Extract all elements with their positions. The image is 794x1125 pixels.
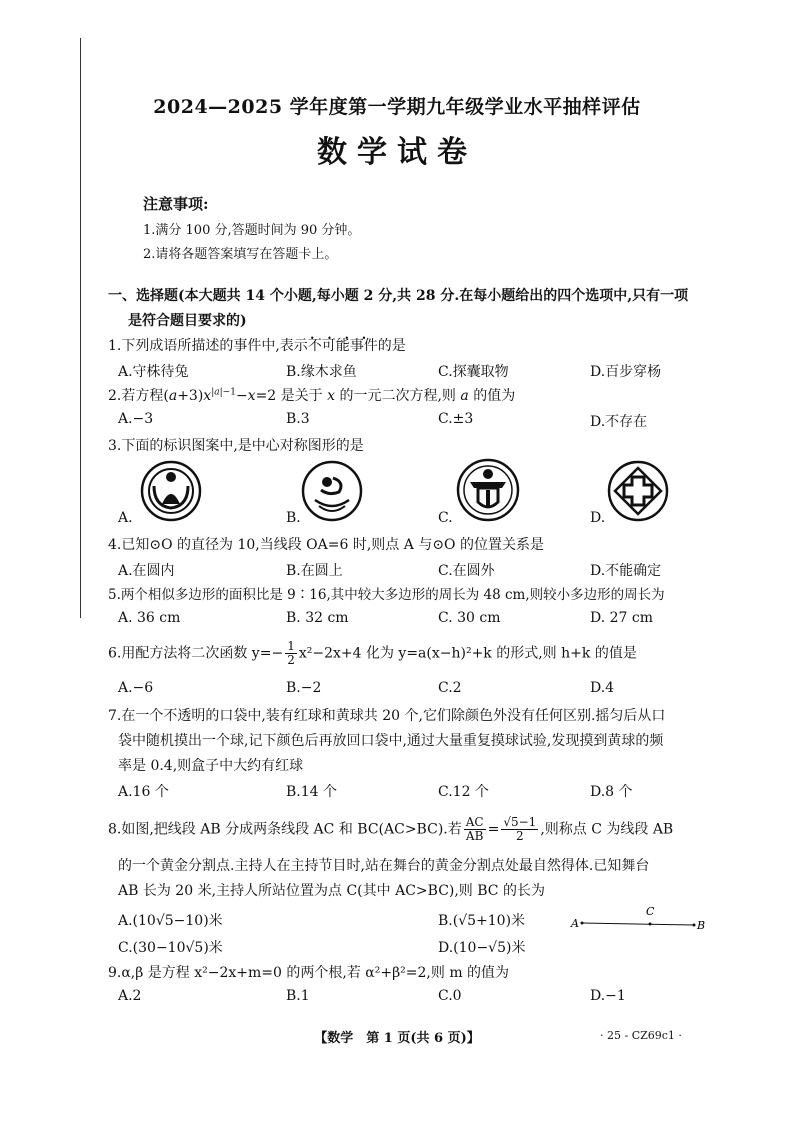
q9-option-b: B.1 (286, 988, 310, 1004)
q6-option-c: C.2 (438, 680, 462, 696)
q8-option-a: A.(10√5−10)米 (118, 913, 223, 929)
q5-option-c: C. 30 cm (438, 610, 501, 626)
symbol-b-baby-hands-icon (301, 460, 363, 522)
fraction-ac-ab: $\frac{AC}{AB}$ (465, 815, 484, 843)
section-heading-cont: 是符合题目要求的) (128, 313, 247, 329)
q8-option-b: B.(√5+10)米 (438, 913, 526, 929)
q8-option-d: D.(10−√5)米 (438, 940, 526, 956)
q4-option-d: D.不能确定 (590, 563, 662, 579)
question-5-stem: 5.两个相似多边形的面积比是 9∶16,其中较大多边形的周长为 48 cm,则较小多边形的周长为 (108, 587, 665, 603)
note-item: 1.满分 100 分,答题时间为 90 分钟。 (143, 223, 361, 238)
q5-option-d: D. 27 cm (590, 610, 654, 626)
q7-option-b: B.14 个 (286, 784, 338, 800)
q9-option-a: A.2 (118, 988, 142, 1004)
q2-option-b: B.3 (286, 411, 310, 427)
q9-option-c: C.0 (438, 988, 462, 1004)
emphasis-text: 不可能 • • • • (308, 336, 350, 356)
exam-title: 2024—2025 学年度第一学期九年级学业水平抽样评估 (153, 96, 641, 118)
q4-option-a: A.在圆内 (118, 563, 175, 579)
question-8-line: AB 长为 20 米,主持人所站位置为点 C(其中 AC>BC),则 BC 的长为 (118, 883, 545, 899)
question-6-stem: 6.用配方法将二次函数 y=− $\frac{1}{2}$ x²−2x+4 化为 y=a(x−h)²+k 的形式,则 h+k 的值是 (108, 639, 637, 667)
question-3-stem: 3.下面的标识图案中,是中心对称图形的是 (108, 438, 364, 454)
symbol-c-shield-icon (456, 458, 520, 522)
point-c-label: C (646, 905, 655, 918)
q2-option-d: D.不存在 (590, 414, 648, 430)
q7-option-c: C.12 个 (438, 784, 489, 800)
fraction: $\frac{1}{2}$ (287, 639, 295, 667)
q3-option-c: C. (438, 510, 453, 526)
q5-option-b: B. 32 cm (286, 610, 349, 626)
question-4-stem: 4.已知⊙O 的直径为 10,当线段 OA=6 时,则点 A 与⊙O 的位置关系是 (108, 537, 544, 553)
question-2-stem: 2.若方程$(a+3)x^{|a|-1}-x=2$ 是关于 x 的一元二次方程,则 a 的值为 (108, 387, 516, 404)
q7-option-a: A.16 个 (118, 784, 169, 800)
question-1-stem: 1.下列成语所描述的事件中,表示不可能 • • • •事件的是 (108, 336, 406, 356)
q6-option-d: D.4 (590, 680, 615, 696)
notes-title: 注意事项: (143, 195, 209, 213)
q2-option-a: A.−3 (118, 411, 154, 427)
subject-title: 数学试卷 (317, 135, 477, 170)
q3-option-a: A. (118, 510, 133, 526)
q3-option-b: B. (286, 510, 301, 526)
segment-ab-figure (568, 903, 708, 935)
q3-option-d: D. (590, 510, 606, 526)
question-7-line: 袋中随机摸出一个球,记下颜色后再放回口袋中,通过大量重复摸球试验,发现摸到黄球的频 (118, 733, 664, 749)
q7-option-d: D.8 个 (590, 784, 633, 800)
q5-option-a: A. 36 cm (118, 610, 181, 626)
q6-option-b: B.−2 (286, 680, 322, 696)
fraction-golden: $\frac{√5-1}{2}$ (503, 815, 537, 843)
q4-option-c: C.在圆外 (438, 563, 495, 579)
point-b-label: B (697, 919, 706, 932)
question-9-stem: 9.α,β 是方程 x²−2x+m=0 的两个根,若 α²+β²=2,则 m 的值为 (108, 965, 510, 981)
q8-option-c: C.(30−10√5)米 (118, 940, 223, 956)
q1-option-b: B.缘木求鱼 (286, 364, 357, 380)
question-7-line: 7.在一个不透明的口袋中,装有红球和黄球共 20 个,它们除颜色外没有任何区别.摇匀后从口 (108, 708, 666, 724)
paper-code: · 25 - CZ69c1 · (600, 1029, 682, 1042)
symbol-a-family-icon (140, 460, 202, 522)
note-item: 2.请将各题答案填写在答题卡上。 (143, 247, 338, 262)
q1-option-c: C.探囊取物 (438, 364, 509, 380)
q6-option-a: A.−6 (118, 680, 154, 696)
binding-margin-line (80, 38, 81, 618)
question-8-stem: 8.如图,把线段 AB 分成两条线段 AC 和 BC(AC>BC).若 $\frac{AC}{AB}$ = $\frac{√5-1}{2}$ ,则称点 C 为线段 AB (108, 815, 674, 843)
section-heading: 一、选择题(本大题共 14 个小题,每小题 2 分,共 28 分.在每小题给出的四个选项中,只有一项 (108, 288, 689, 304)
question-7-line: 率是 0.4,则盒子中大约有红球 (118, 758, 304, 774)
point-a-label: A (571, 917, 579, 930)
question-8-line: 的一个黄金分割点.主持人在主持节目时,站在舞台的黄金分割点处最自然得体.已知舞台 (118, 858, 650, 874)
page-footer: 【数学 第 1 页(共 6 页)】 (314, 1031, 480, 1046)
q1-option-a: A.守株待兔 (118, 364, 189, 380)
symbol-d-cross-icon (607, 460, 669, 522)
q4-option-b: B.在圆上 (286, 563, 343, 579)
q1-option-d: D.百步穿杨 (590, 364, 662, 380)
q2-option-c: C.±3 (438, 411, 474, 427)
q9-option-d: D.−1 (590, 988, 626, 1004)
